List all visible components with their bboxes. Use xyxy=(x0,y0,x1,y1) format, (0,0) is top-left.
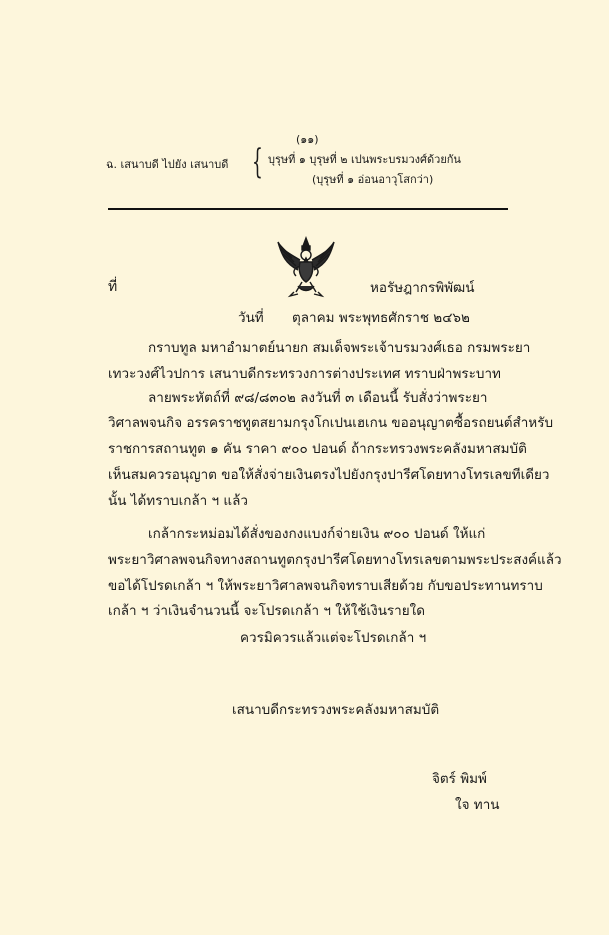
body-line: เทวะวงศ์ไวปการ เสนาบดีกระทรวงการต่างประเทศ ทราบฝ่าพระบาท xyxy=(108,366,501,382)
body-line: ขอได้โปรดเกล้า ฯ ให้พระยาวิศาลพจนกิจทราบเสียด้วย กับขอประทานทราบ xyxy=(108,578,543,594)
reference-number-label: ที่ xyxy=(108,279,118,295)
typist-name: จิตร์ พิมพ์ xyxy=(432,771,487,787)
garuda-emblem-icon xyxy=(276,236,336,298)
date-value: ตุลาคม พระพุทธศักราช ๒๔๖๒ xyxy=(292,310,470,326)
memo-from-to: ฉ. เสนาบดี ไปยัง เสนาบดี xyxy=(106,158,229,171)
memo-ref-line-1: บุรุษที่ ๑ บุรุษที่ ๒ เปนพระบรมวงศ์ด้วยกัน xyxy=(268,153,461,166)
body-line: วิศาลพจนกิจ อรรคราชทูตสยามกรุงโกเปนเฮเกน ขออนุญาตซื้อรถยนต์สำหรับ xyxy=(108,415,554,431)
closing-courtesy: ควรมิควรแล้วแต่จะโปรดเกล้า ฯ xyxy=(240,630,427,646)
memo-ref-line-2: (บุรุษที่ ๑ อ่อนอาวุโสกว่า) xyxy=(312,173,434,186)
body-line: ราชการสถานทูต ๑ คัน ราคา ๙๐๐ ปอนด์ ถ้ากระทรวงพระคลังมหาสมบัติ xyxy=(108,441,527,457)
body-line: เกล้า ฯ ว่าเงินจำนวนนี้ จะโปรดเกล้า ฯ ให้ใช้เงินรายใด xyxy=(108,603,426,619)
header-rule xyxy=(108,208,508,210)
body-line: เกล้ากระหม่อมได้สั่งของกงแบงก์จ่ายเงิน ๙๐๐ ปอนด์ ให้แก่ xyxy=(148,526,486,542)
body-line: ลายพระหัตถ์ที่ ๙๘/๘๓๐๒ ลงวันที่ ๓ เดือนนี้ รับสั่งว่าพระยา xyxy=(148,390,488,406)
body-line: พระยาวิศาลพจนกิจทางสถานทูตกรุงปารีศโดยทางโทรเลขตามพระประสงค์แล้ว xyxy=(108,552,562,568)
checker-initials: ใจ ทาน xyxy=(455,797,500,813)
brace-icon: { xyxy=(252,142,263,182)
signatory-title: เสนาบดีกระทรวงพระคลังมหาสมบัติ xyxy=(232,702,440,718)
date-label: วันที่ xyxy=(238,310,264,326)
body-line: เห็นสมควรอนุญาต ขอให้สั่งจ่ายเงินตรงไปยังกรุงปารีศโดยทางโทรเลขทีเดียว xyxy=(108,467,550,483)
page-number: (๑๑) xyxy=(296,133,319,146)
body-line: นั้น ได้ทราบเกล้า ฯ แล้ว xyxy=(108,493,248,509)
office-name: หอรัษฎากรพิพัฒน์ xyxy=(370,280,475,296)
body-line: กราบทูล มหาอำมาตย์นายก สมเด็จพระเจ้าบรมวงศ์เธอ กรมพระยา xyxy=(148,340,531,356)
